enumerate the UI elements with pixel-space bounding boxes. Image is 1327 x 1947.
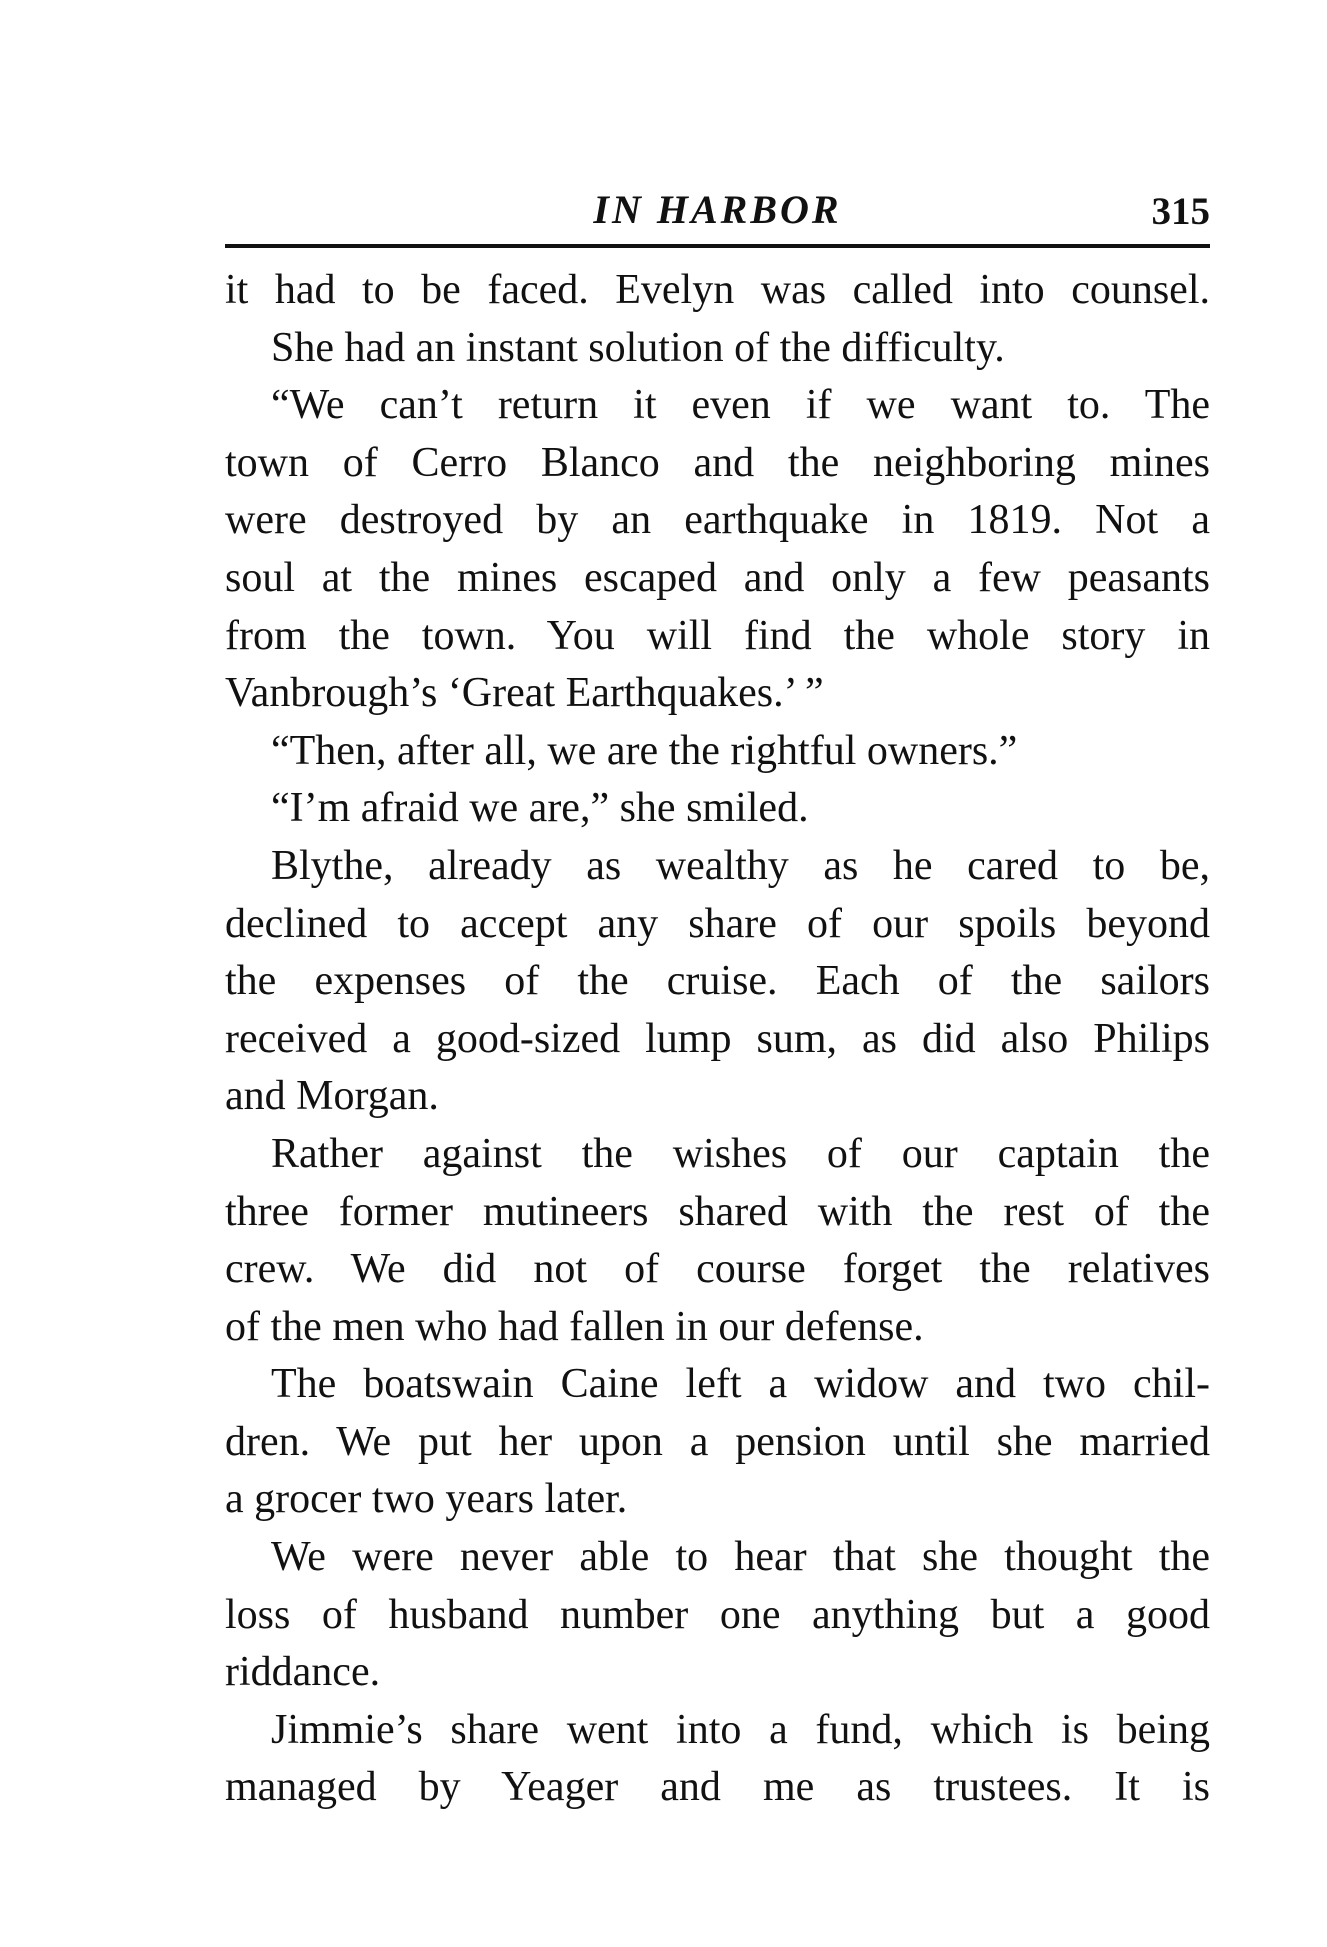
running-head: [225, 187, 1210, 242]
text-line: dren. We put her upon a pension until she married: [225, 1418, 1210, 1465]
text-line: She had an instant solution of the difficulty.: [271, 324, 1005, 371]
text-line: riddance.: [225, 1649, 381, 1696]
text-line: “We can’t return it even if we want to. The: [271, 382, 1210, 429]
text-line: The boatswain Caine left a widow and two chil-: [271, 1361, 1210, 1408]
text-line: soul at the mines escaped and only a few peasants: [225, 554, 1210, 601]
text-line: loss of husband number one anything but a good: [225, 1591, 1210, 1638]
text-line: declined to accept any share of our spoils beyond: [225, 900, 1210, 947]
text-line: crew. We did not of course forget the relatives: [225, 1246, 1210, 1293]
text-line: Vanbrough’s ‘Great Earthquakes.’ ”: [225, 670, 824, 717]
text-line: the expenses of the cruise. Each of the sailors: [225, 958, 1210, 1005]
text-line: Rather against the wishes of our captain the: [271, 1130, 1210, 1177]
text-line: of the men who had fallen in our defense.: [225, 1303, 924, 1350]
text-line: it had to be faced. Evelyn was called into counsel.: [225, 267, 1210, 313]
text-line: town of Cerro Blanco and the neighboring mines: [225, 439, 1210, 486]
text-line: three former mutineers shared with the rest of the: [225, 1188, 1210, 1235]
text-line: managed by Yeager and me as trustees. It is: [225, 1764, 1210, 1811]
text-line: Blythe, already as wealthy as he cared to be,: [271, 842, 1210, 889]
running-title: IN HARBOR: [593, 187, 842, 232]
text-line: Jimmie’s share went into a fund, which is being: [271, 1706, 1210, 1753]
book-page: [225, 187, 1210, 1817]
text-line: were destroyed by an earthquake in 1819. Not a: [225, 497, 1210, 544]
text-line: We were never able to hear that she thought the: [271, 1534, 1210, 1581]
text-line: “I’m afraid we are,” she smiled.: [271, 785, 809, 832]
text-line: “Then, after all, we are the rightful owners.”: [271, 727, 1018, 774]
text-line: received a good-sized lump sum, as did also Philips: [225, 1015, 1210, 1062]
text-line: from the town. You will find the whole story in: [225, 612, 1210, 659]
text-line: and Morgan.: [225, 1073, 439, 1120]
header-rule: [225, 244, 1210, 248]
text-line: a grocer two years later.: [225, 1476, 628, 1523]
page-number: 315: [1151, 190, 1210, 233]
body-text: [225, 262, 1210, 1817]
